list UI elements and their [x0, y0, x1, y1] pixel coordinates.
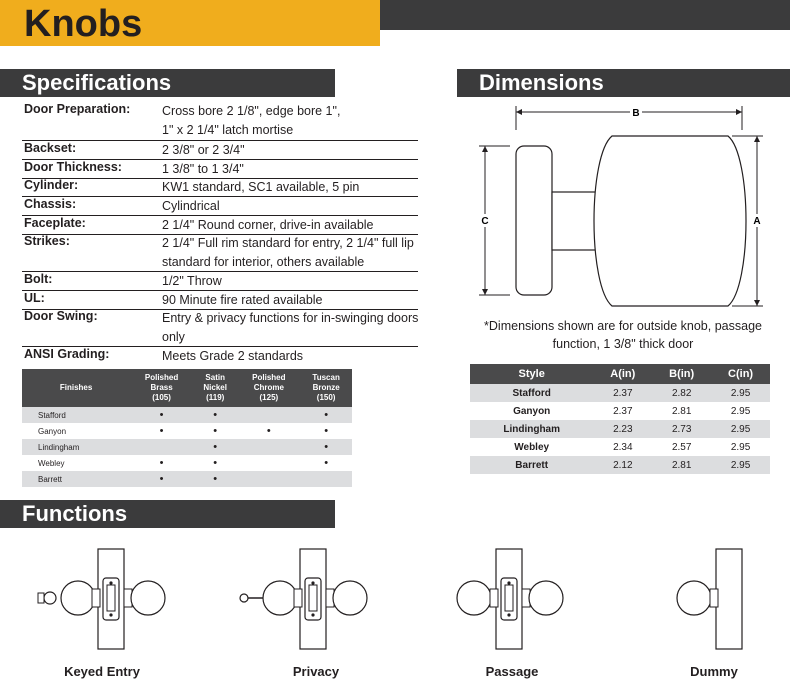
dimension-b-label: B — [632, 108, 640, 119]
spec-value: KW1 standard, SC1 available, 5 pin — [162, 180, 360, 194]
finish-availability-cell — [130, 407, 193, 423]
screw-bottom — [507, 613, 510, 616]
spec-row — [22, 177, 418, 197]
finish-availability-cell — [130, 471, 193, 487]
dimension-value: 2.95 — [711, 384, 770, 402]
finishes-row — [22, 423, 352, 439]
finish-availability-cell — [300, 423, 352, 439]
spec-row — [22, 101, 418, 141]
screw-top — [109, 581, 112, 584]
availability-bullet: • — [324, 425, 329, 437]
spec-label: Door Preparation: — [24, 102, 131, 116]
finish-availability-cell — [237, 407, 300, 423]
spec-label: Faceplate: — [24, 216, 86, 230]
passage-diagram — [428, 545, 578, 655]
finish-availability-cell — [237, 439, 300, 455]
door-edge — [716, 549, 742, 649]
spec-label: Bolt: — [24, 272, 53, 286]
dimension-style-name: Lindingham — [470, 420, 593, 438]
dimension-b-arrow-left — [516, 109, 522, 115]
dimension-style-name: Stafford — [470, 384, 593, 402]
keyed-entry-diagram — [30, 545, 180, 655]
finish-availability-cell — [300, 455, 352, 471]
key-bow — [38, 593, 44, 603]
dimension-value: 2.95 — [711, 456, 770, 474]
finishes-header-row — [22, 369, 352, 407]
dimension-style-name: Webley — [514, 441, 550, 453]
dummy-diagram — [648, 545, 778, 655]
rose-dummy — [710, 589, 718, 607]
dimensions-header-row — [470, 364, 770, 384]
spec-label: Door Thickness: — [24, 160, 122, 174]
function-label-passage: Passage — [485, 664, 539, 679]
finish-style-name: Webley — [38, 458, 65, 468]
knob-shank — [552, 192, 598, 250]
availability-bullet: • — [213, 441, 218, 453]
finish-availability-cell — [193, 439, 237, 455]
knob-rose — [516, 146, 552, 295]
knob-inside — [333, 581, 367, 615]
dimension-style-name: Ganyon — [513, 405, 551, 417]
spec-row — [22, 196, 418, 216]
knob-ball — [594, 136, 746, 306]
dimensions-table — [470, 364, 770, 474]
function-label-privacy: Privacy — [292, 664, 340, 679]
finish-style-name: Stafford — [22, 407, 130, 423]
privacy-diagram — [232, 545, 382, 655]
latch-bolt — [505, 585, 513, 611]
spec-label: Door Swing: — [24, 309, 98, 323]
finish-availability-cell — [237, 471, 300, 487]
finishes-row — [22, 407, 352, 423]
finishes-header-cell: Finishes — [22, 369, 130, 407]
dimensions-row — [470, 438, 770, 456]
spec-value: Cylindrical — [162, 199, 220, 213]
spec-label: ANSI Grading: — [24, 347, 110, 361]
availability-bullet: • — [324, 457, 329, 469]
functions-heading: Functions — [0, 500, 335, 528]
dimensions-row — [470, 384, 770, 402]
dimensions-header-cell: C(in) — [711, 364, 770, 384]
dimension-value: 2.81 — [671, 405, 692, 417]
finishes-header-cell: Polished Chrome (125) — [237, 369, 300, 407]
function-label-dummy: Dummy — [690, 664, 738, 679]
dimensions-row — [470, 456, 770, 474]
availability-bullet: • — [324, 441, 329, 453]
availability-bullet: • — [159, 473, 164, 485]
dimension-value: 2.57 — [671, 441, 692, 453]
availability-bullet: • — [213, 457, 218, 469]
specifications-heading: Specifications — [0, 69, 335, 97]
knob-inside — [131, 581, 165, 615]
spec-row — [22, 140, 418, 160]
screw-bottom — [311, 613, 314, 616]
finish-availability-cell — [237, 455, 300, 471]
finish-style-name: Ganyon — [38, 426, 67, 436]
knob-dummy — [677, 581, 711, 615]
dimension-value: 2.82 — [652, 384, 711, 402]
spec-row — [22, 215, 418, 235]
finish-availability-cell — [193, 471, 237, 487]
finish-availability-cell — [130, 455, 193, 471]
spec-row — [22, 271, 418, 291]
spec-value: 2 1/4" Full rim standard for entry, 2 1/4" full lip standard for interior, others available — [162, 236, 414, 269]
finish-availability-cell — [300, 407, 352, 423]
finishes-header-cell: Tuscan Bronze (150) — [300, 369, 352, 407]
finish-availability-cell — [130, 439, 193, 455]
spec-label: Chassis: — [24, 197, 77, 211]
finishes-row — [22, 471, 352, 487]
dimension-value: 2.34 — [613, 441, 633, 453]
spec-row — [22, 308, 418, 347]
dimension-value: 2.73 — [652, 420, 711, 438]
dimension-a-label: A — [753, 216, 761, 227]
availability-bullet: • — [159, 457, 164, 469]
spec-row — [22, 159, 418, 179]
dimension-b-arrow-right — [736, 109, 742, 115]
dimensions-header-cell: Style — [470, 364, 593, 384]
finish-availability-cell — [130, 423, 193, 439]
availability-bullet: • — [213, 425, 218, 437]
finish-style-name: Lindingham — [22, 439, 130, 455]
knob-outside — [61, 581, 95, 615]
spec-value: 2 3/8" or 2 3/4" — [162, 143, 245, 157]
dimensions-row — [470, 420, 770, 438]
spec-row — [22, 233, 418, 272]
finishes-header-cell: Satin Nickel (119) — [193, 369, 237, 407]
availability-bullet: • — [324, 409, 329, 421]
spec-value: 1 3/8" to 1 3/4" — [162, 162, 244, 176]
finish-availability-cell — [193, 407, 237, 423]
spec-value: 90 Minute fire rated available — [162, 293, 323, 307]
spec-label: UL: — [24, 291, 45, 305]
dimension-value: 2.23 — [593, 420, 652, 438]
dimension-value: 2.95 — [730, 441, 751, 453]
dimension-value: 2.12 — [593, 456, 652, 474]
dimension-a-arrow-bottom — [754, 300, 760, 306]
dimensions-note: *Dimensions shown are for outside knob, passage function, 1 3/8" thick door — [484, 319, 762, 351]
spec-value: Cross bore 2 1/8", edge bore 1", 1" x 2 1/4" latch mortise — [162, 104, 341, 137]
spec-value: Entry & privacy functions for in-swinging doors only — [162, 311, 419, 344]
function-label-keyed-entry: Keyed Entry — [64, 664, 140, 679]
rose-outside — [294, 589, 302, 607]
dimension-c-arrow-top — [482, 146, 488, 152]
dimensions-header-cell: A(in) — [593, 364, 652, 384]
availability-bullet: • — [159, 425, 164, 437]
finishes-table — [22, 369, 352, 487]
availability-bullet: • — [213, 409, 218, 421]
finish-style-name: Barrett — [22, 471, 130, 487]
spec-value: 1/2" Throw — [162, 274, 222, 288]
dimensions-row — [470, 402, 770, 420]
screw-top — [507, 581, 510, 584]
header-dark-bar — [380, 0, 790, 30]
rose-outside — [92, 589, 100, 607]
dimensions-heading: Dimensions — [457, 69, 790, 97]
dimension-value: 2.95 — [711, 420, 770, 438]
dimension-value: 2.95 — [730, 405, 751, 417]
finishes-header-cell: Polished Brass (105) — [130, 369, 193, 407]
knob-outside — [457, 581, 491, 615]
spec-row — [22, 346, 418, 364]
dimensions-header-cell: B(in) — [652, 364, 711, 384]
availability-bullet: • — [266, 425, 271, 437]
key-icon — [44, 592, 56, 604]
spec-label: Backset: — [24, 141, 77, 155]
finish-availability-cell — [300, 471, 352, 487]
screw-bottom — [109, 613, 112, 616]
latch-bolt — [309, 585, 317, 611]
spec-value: 2 1/4" Round corner, drive-in available — [162, 218, 374, 232]
availability-bullet: • — [213, 473, 218, 485]
latch-bolt — [107, 585, 115, 611]
spec-label: Strikes: — [24, 234, 70, 248]
dimension-a-arrow-top — [754, 136, 760, 142]
rose-outside — [490, 589, 498, 607]
finish-availability-cell — [193, 423, 237, 439]
knob-dimension-diagram — [470, 100, 780, 312]
availability-bullet: • — [159, 409, 164, 421]
finish-availability-cell — [193, 455, 237, 471]
finish-availability-cell — [237, 423, 300, 439]
finishes-row — [22, 455, 352, 471]
emergency-key-ring — [240, 594, 248, 602]
finish-availability-cell — [300, 439, 352, 455]
spec-value: Meets Grade 2 standards — [162, 349, 304, 363]
dimension-value: 2.81 — [652, 456, 711, 474]
spec-label: Cylinder: — [24, 178, 79, 192]
dimension-c-label: C — [481, 216, 489, 227]
page-title: Knobs — [24, 3, 143, 45]
spec-row — [22, 290, 418, 310]
dimension-value: 2.37 — [613, 405, 633, 417]
dimension-value: 2.37 — [593, 384, 652, 402]
dimension-style-name: Barrett — [470, 456, 593, 474]
knob-outside — [263, 581, 297, 615]
finishes-row — [22, 439, 352, 455]
dimension-c-arrow-bottom — [482, 289, 488, 295]
screw-top — [311, 581, 314, 584]
knob-inside — [529, 581, 563, 615]
